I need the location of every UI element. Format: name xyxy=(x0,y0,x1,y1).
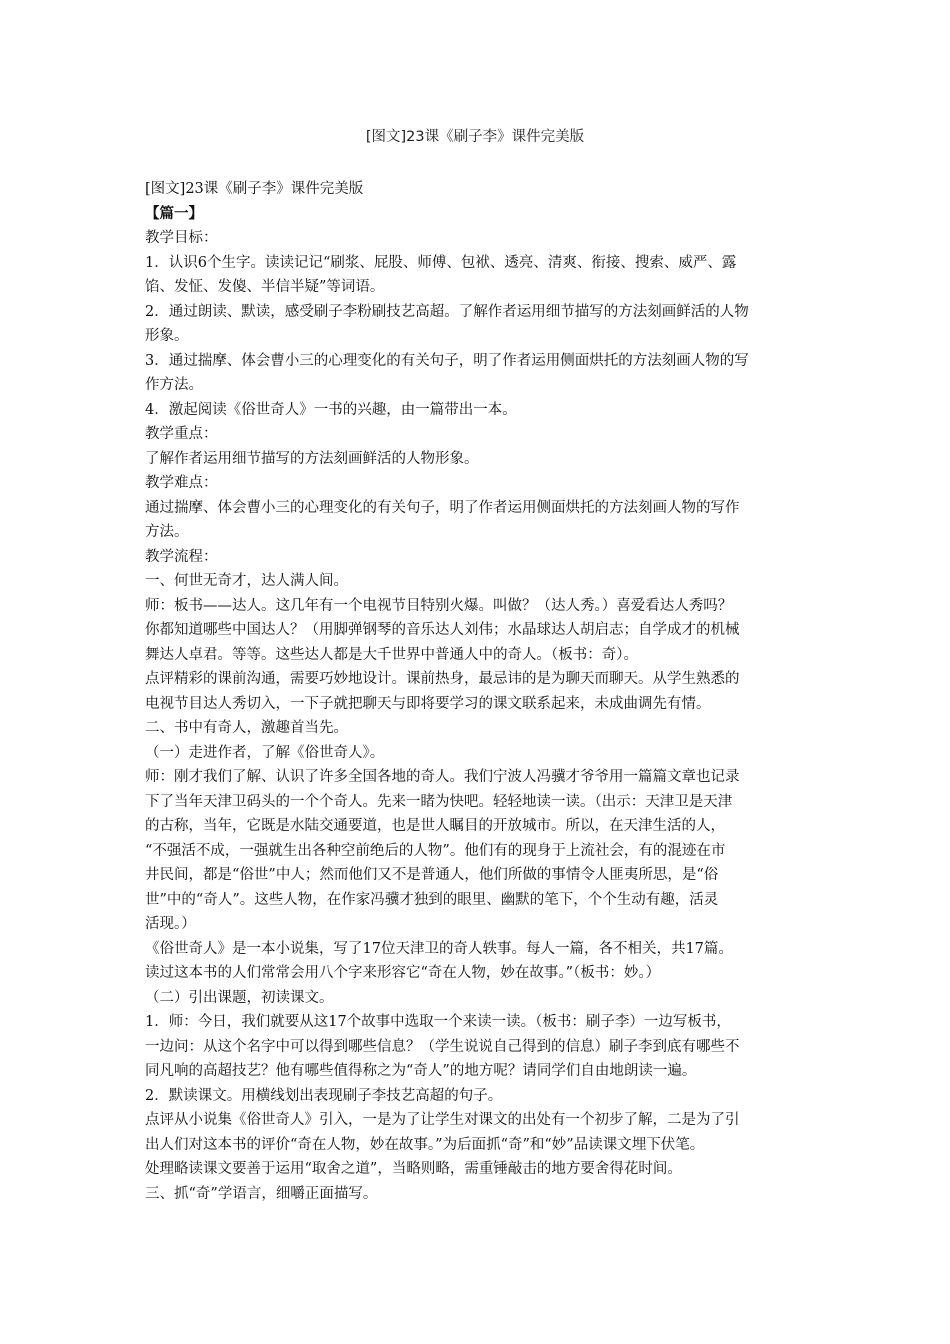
text-line: 师：刚才我们了解、认识了许多全国各地的奇人。我们宁波人冯骥才爷爷用一篇篇文章也记录 xyxy=(145,769,740,785)
text-line: 馅、发怔、发傻、半信半疑”等词语。 xyxy=(145,279,385,295)
text-line: （二）引出课题，初读课文。 xyxy=(145,989,334,1006)
text-line: 井民间，都是“俗世”中人；然而他们又不是普通人，他们所做的事情令人匪夷所思，是“俗 xyxy=(145,867,719,883)
text-line: 通过揣摩、体会曹小三的心理变化的有关句子，明了作者运用侧面烘托的方法刻画人物的写作 xyxy=(145,499,740,516)
text-line: 舞达人卓君。等等。这些达人都是大千世界中普通人中的奇人。（板书：奇）。 xyxy=(145,646,638,663)
text-line: 了解作者运用细节描写的方法刻画鲜活的人物形象。 xyxy=(145,450,479,467)
text-line: 1．师：今日，我们就要从这17个故事中选取一个来读一读。（板书：刷子李）一边写板书， xyxy=(145,1014,731,1030)
text-line: 作方法。 xyxy=(145,377,203,393)
text-line: 《俗世奇人》是一本小说集，写了17位天津卫的奇人轶事。每人一篇，各不相关，共17篇。 xyxy=(145,940,733,957)
text-line: 世”中的“奇人”。这些人物，在作家冯骥才独到的眼里、幽默的笔下，个个生动有趣，活灵 xyxy=(145,891,719,908)
text-line: 2．默读课文。用横线划出表现刷子李技艺高超的句子。 xyxy=(145,1087,503,1104)
text-line: 教学目标： xyxy=(145,230,218,246)
text-line: 方法。 xyxy=(145,524,189,540)
document-heading: [图文]23课《刷子李》课件完美版 xyxy=(145,181,364,197)
text-line: 教学流程： xyxy=(145,548,218,565)
text-line: 处理略读课文要善于运用“取舍之道”，当略则略，需重锤敲击的地方要舍得花时间。 xyxy=(145,1161,682,1177)
text-line: 点评从小说集《俗世奇人》引入，一是为了让学生对课文的出处有一个初步了解，二是为了引 xyxy=(145,1112,740,1128)
text-line: （一）走进作者，了解《俗世奇人》。 xyxy=(145,744,385,761)
text-line: 的古称，当年，它既是水陆交通要道，也是世人瞩目的开放城市。所以，在天津生活的人， xyxy=(145,818,725,834)
text-line: 读过这本书的人们常常会用八个字来形容它“奇在人物，妙在故事。”（板书：妙。） xyxy=(145,965,661,981)
text-line: 教学难点： xyxy=(145,475,218,491)
text-line: 出人们对这本书的评价“奇在人物，妙在故事。”为后面抓“奇”和“妙”品读课文埋下伏笔。 xyxy=(145,1136,705,1153)
text-line: 师：板书——达人。这几年有一个电视节目特别火爆。叫做？（达人秀。）喜爱看达人秀吗？ xyxy=(145,597,733,614)
text-line: 电视节目达人秀切入，一下子就把聊天与即将要学习的课文联系起来，未成曲调先有情。 xyxy=(145,695,711,712)
text-line: 【篇一】 xyxy=(145,204,203,222)
page-title: [图文]23课《刷子李》课件完美版 xyxy=(365,129,585,145)
text-line: “不强活不成，一强就生出各种空前绝后的人物”。他们有的现身于上流社会，有的混迹在市 xyxy=(145,842,726,859)
text-line: 二、书中有奇人，激趣首当先。 xyxy=(145,720,348,736)
text-line: 一边问：从这个名字中可以得到哪些信息？（学生说说自己得到的信息）刷子李到底有哪些不 xyxy=(145,1038,740,1055)
text-line: 2．通过朗读、默读，感受刷子李粉刷技艺高超。了解作者运用细节描写的方法刻画鲜活的人物 xyxy=(145,303,749,320)
text-line: 同凡响的高超技艺？他有哪些值得称之为“奇人”的地方呢？请同学们自由地朗读一遍。 xyxy=(145,1063,697,1079)
text-line: 活现。） xyxy=(145,916,196,932)
text-line: 3．通过揣摩、体会曹小三的心理变化的有关句子，明了作者运用侧面烘托的方法刻画人物的写 xyxy=(145,352,749,369)
text-line: 1．认识6个生字。读读记记“刷浆、屁股、师傅、包袱、透亮、清爽、衔接、搜索、威严、露 xyxy=(145,254,737,271)
text-line: 点评精彩的课前沟通，需要巧妙地设计。课前热身，最忌讳的是为聊天而聊天。从学生熟悉的 xyxy=(145,671,740,687)
text-line: 你都知道哪些中国达人？（用脚弹钢琴的音乐达人刘伟；水晶球达人胡启志；自学成才的机械 xyxy=(145,622,740,638)
document-body xyxy=(145,177,815,1206)
text-line: 三、抓“奇”学语言，细嚼正面描写。 xyxy=(145,1185,378,1202)
text-line: 一、何世无奇才，达人满人间。 xyxy=(145,573,348,589)
text-line: 4．激起阅读《俗世奇人》一书的兴趣，由一篇带出一本。 xyxy=(145,401,517,418)
text-line: 形象。 xyxy=(145,328,189,344)
text-line: 下了当年天津卫码头的一个个奇人。先来一睹为快吧。轻轻地读一读。（出示：天津卫是天津 xyxy=(145,793,733,810)
text-line: 教学重点： xyxy=(145,426,218,442)
